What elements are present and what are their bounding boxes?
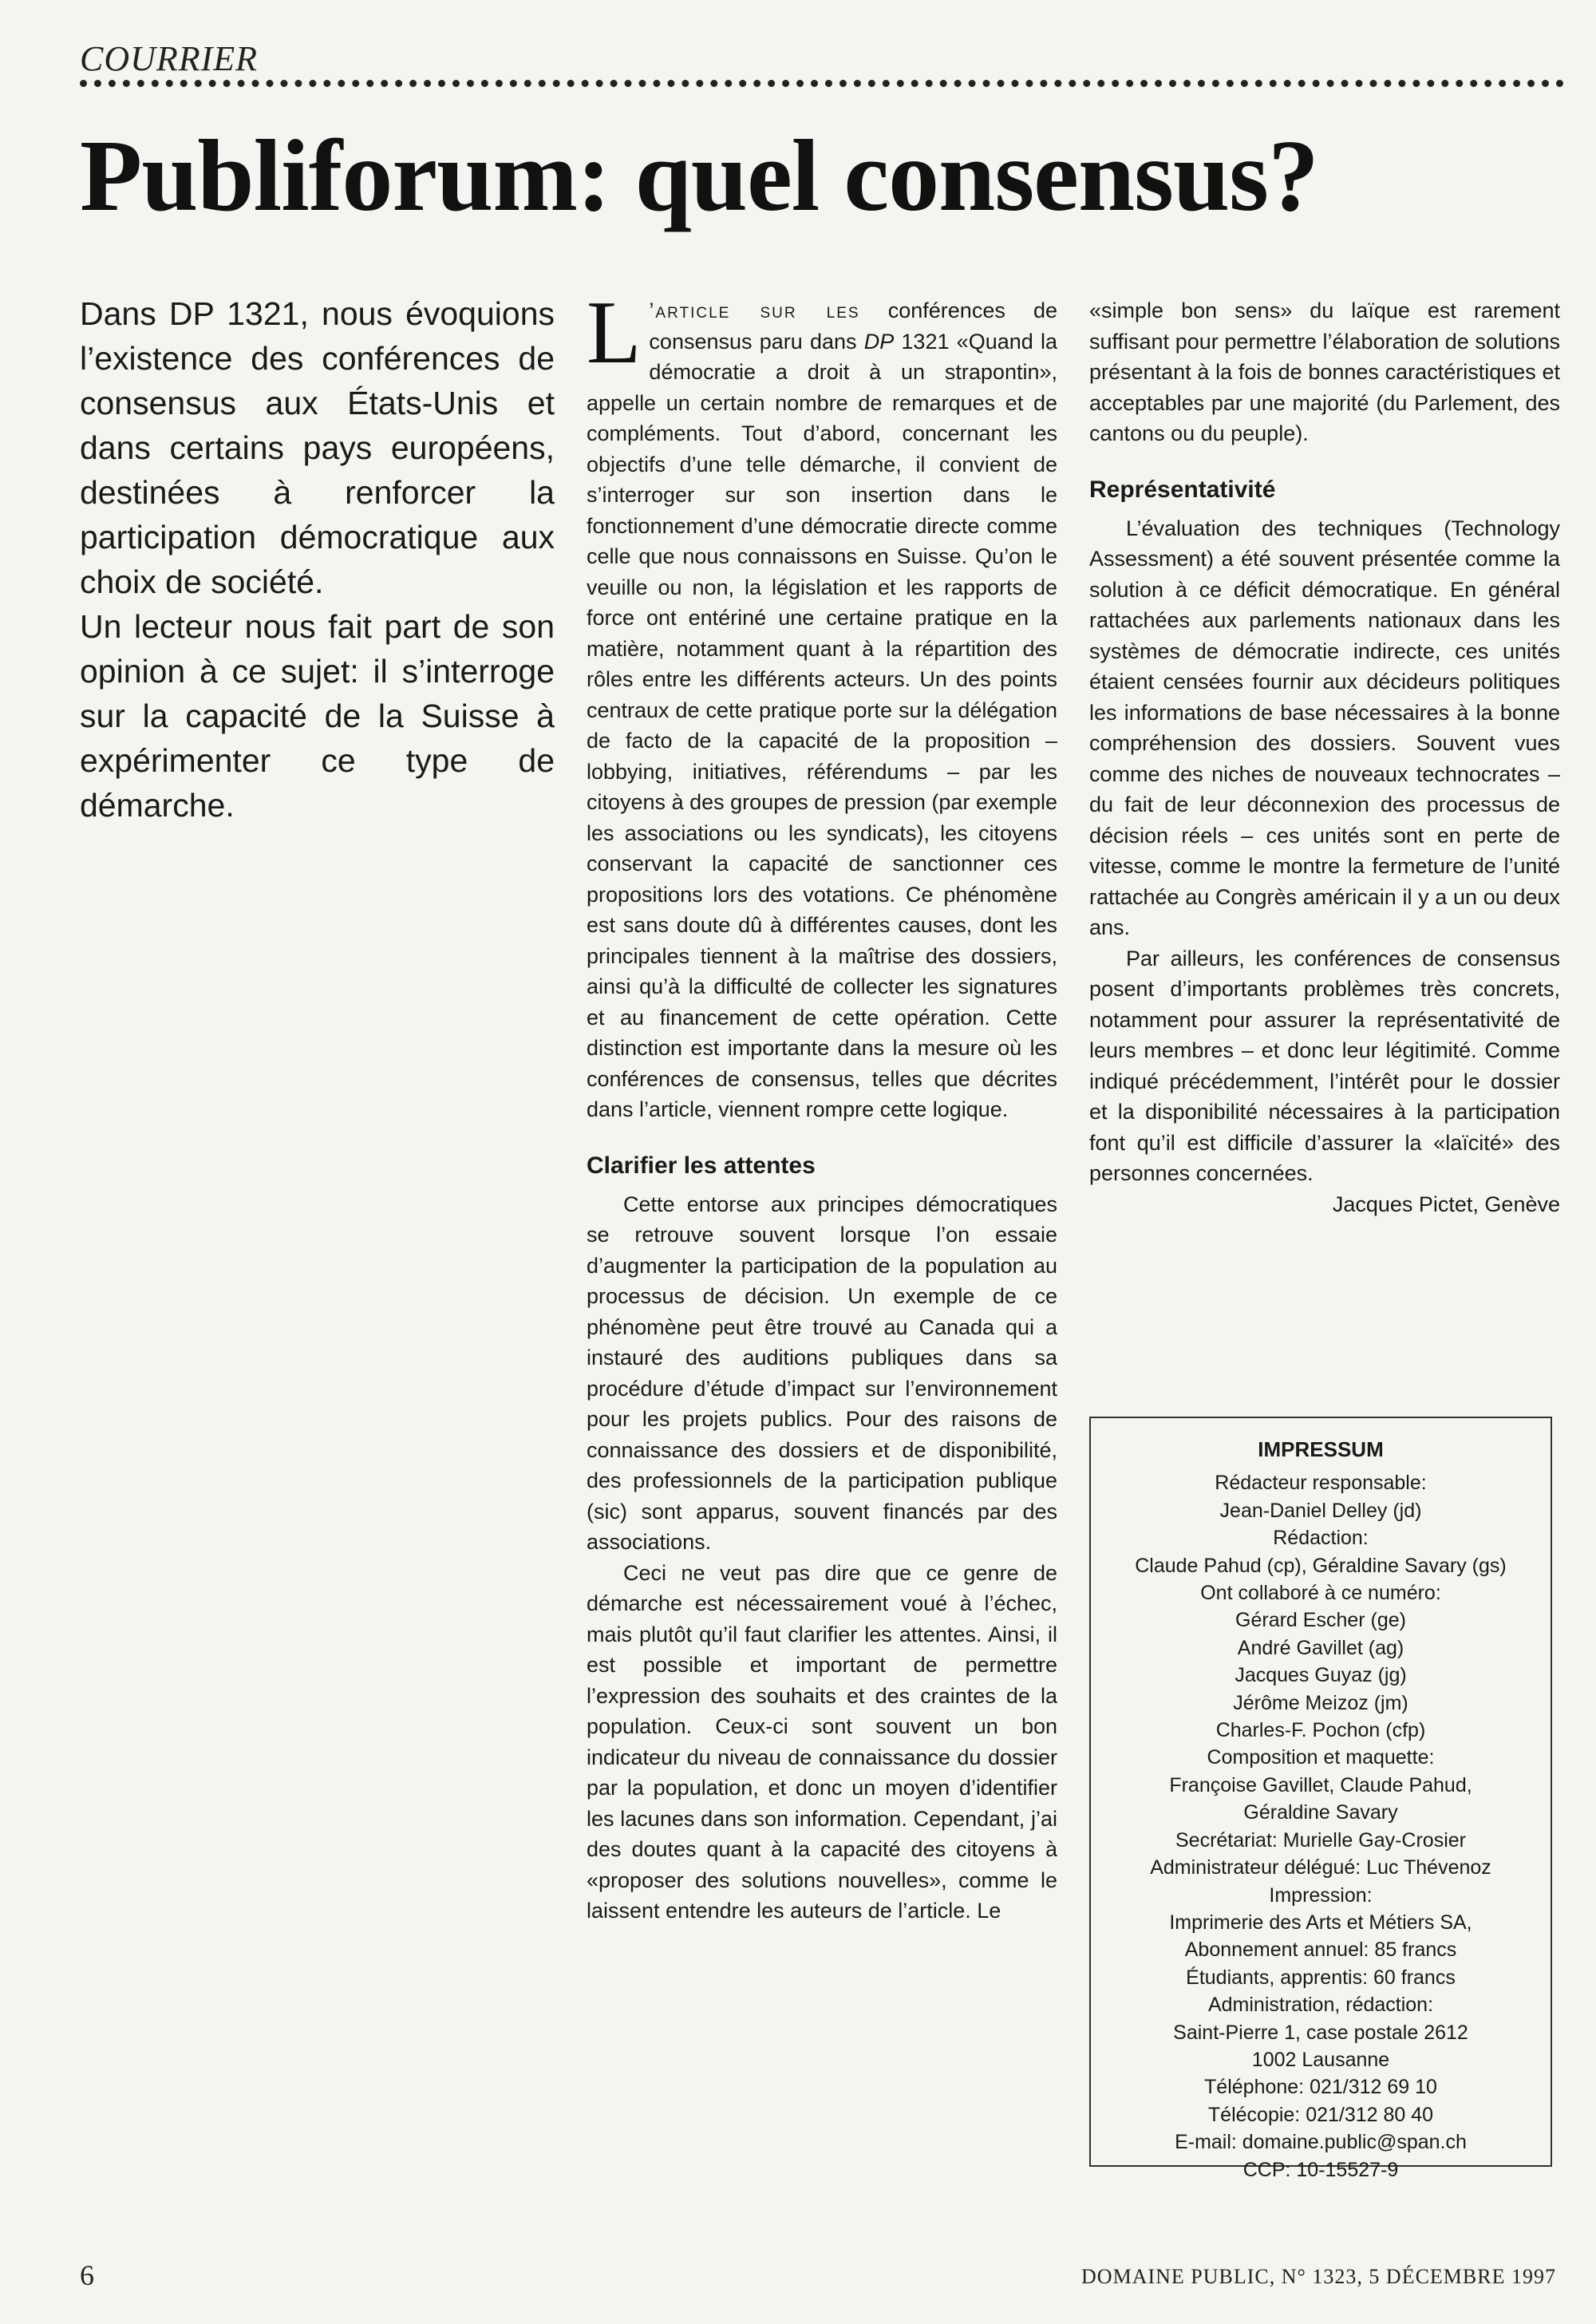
impressum-line: Géraldine Savary — [1243, 1801, 1398, 1824]
article-paragraph-5: Par ailleurs, les conférences de consensus posent d’importants problèmes très concrets, notamment pour assurer la représentativité de leurs membres – et donc leur légitimité. Comme indiqué précédemment, l’intérêt pour le dossier et la disponibilité nécessaires à la participation font qu’il est difficile d’assurer la «laïcité» des personnes concernées. — [1089, 946, 1560, 1185]
impressum-line: Jacques Guyaz (jg) — [1235, 1664, 1407, 1687]
paragraph-1-body: 1321 «Quand la démocratie a droit à un strapontin», appelle un certain nombre de remarques et de compléments. Tout d’abord, concernant les objectifs d’une telle démarche, il convient de s’interroger sur son insertion dans le fonctionnement d’une démocratie directe comme celle que nous connaissons en Suisse. Qu’on le veuille ou non, la législation et les rapports de force ont entériné une certaine pratique en la matière, notamment quant à la répartition des rôles entre les différents acteurs. Un des points centraux de cette pratique porte sur la délégation de facto de la capacité de la proposition – lobbying, initiatives, référendums – par les citoyens à des groupes de pression (par exemple les associations ou les syndicats), les citoyens conservant la capacité de sanctionner ces propositions lors des votations. Ce phénomène est sans doute dû à différentes causes, dont les principales tiennent à la maîtrise des dossiers, ainsi qu’à la difficulté de collecter les signatures et au financement de cette opération. Cette distinction est importante dans la mesure où les conférences de consensus, telles que décrites dans l’article, viennent rompre cette logique. — [587, 329, 1057, 1121]
impressum-line: Gérard Escher (ge) — [1235, 1609, 1406, 1632]
impressum-line: Impression: — [1269, 1883, 1373, 1907]
impressum-line: Jean-Daniel Delley (jd) — [1219, 1499, 1422, 1522]
impressum-line: Jérôme Meizoz (jm) — [1233, 1691, 1408, 1714]
impressum-line: Claude Pahud (cp), Géraldine Savary (gs) — [1135, 1554, 1507, 1577]
impressum-line: CCP: 10-15527-9 — [1242, 2158, 1399, 2181]
impressum-box — [1089, 1417, 1552, 2181]
impressum-line: Secrétariat: Murielle Gay-Crosier — [1175, 1828, 1466, 1852]
impressum-line: Administrateur délégué: Luc Thévenoz — [1150, 1856, 1491, 1879]
impressum-line: Imprimerie des Arts et Métiers SA, — [1169, 1911, 1472, 1934]
subhead-representativite: Représentativité — [1089, 476, 1276, 503]
impressum-line: Administration, rédaction: — [1207, 1994, 1434, 2017]
impressum-line: Charles-F. Pochon (cfp) — [1215, 1719, 1426, 1742]
article-paragraph-1 — [587, 283, 1057, 1125]
article-column-middle — [587, 283, 1057, 1927]
issue-line: DOMAINE PUBLIC, N° 1323, 5 DÉCEMBRE 1997 — [1081, 2265, 1556, 2288]
article-headline: Publiforum: quel consensus? — [80, 119, 1318, 232]
lead-paragraph-2: Un lecteur nous fait part de son opinion à ce sujet: il s’interroge sur la capacité de la Suisse à expérimenter ce type de démarche. — [80, 608, 555, 824]
author-signature: Jacques Pictet, Genève — [1332, 1192, 1560, 1216]
impressum-line: Saint-Pierre 1, case postale 2612 — [1173, 2021, 1468, 2044]
impressum-line: Téléphone: 021/312 69 10 — [1204, 2076, 1437, 2099]
impressum-line: Rédaction: — [1273, 1527, 1369, 1550]
impressum-lines — [1099, 1469, 1543, 2184]
impressum-line: Étudiants, apprentis: 60 francs — [1186, 1966, 1456, 1989]
article-paragraph-4: L’évaluation des techniques (Technology Assessment) a été souvent présentée comme la solution à ce déficit démocratique. En général rattachées aux parlements nationaux dans les systèmes de démocratie indirecte, ces unités étaient censées fournir aux décideurs politiques les informations de base nécessaires à la bonne compréhension des dossiers. Souvent vues comme des niches de nouveaux technocrates – du fait de leur déconnexion des processus de décision réels – ces unités sont en perte de vitesse, comme le montre la fermeture de l’unité rattachée au Congrès américain il y a un ou deux ans. — [1089, 516, 1560, 939]
article-paragraph-3-continued: «simple bon sens» du laïque est rarement suffisant pour permettre l’élaboration de solutions présentant à la fois de bonnes caractéristiques et acceptables par une majorité (du Parlement, des cantons ou du peuple). — [1089, 298, 1560, 445]
impressum-line: Rédacteur responsable: — [1215, 1472, 1427, 1495]
lead-paragraph-1: Dans DP 1321, nous évoquions l’existence des conférences de consensus aux États-Unis et dans certains pays européens, destinées à renforcer la participation démocratique aux choix de société. — [80, 295, 555, 600]
impressum-line: Télécopie: 021/312 80 40 — [1207, 2103, 1434, 2126]
impressum-line: André Gavillet (ag) — [1237, 1636, 1404, 1659]
article-column-right — [1089, 295, 1560, 1219]
impressum-line: Composition et maquette: — [1207, 1746, 1435, 1769]
impressum-line: Françoise Gavillet, Claude Pahud, — [1169, 1773, 1472, 1796]
subhead-clarifier: Clarifier les attentes — [587, 1152, 816, 1179]
lead-intro — [80, 291, 555, 828]
page-number: 6 — [80, 2259, 94, 2291]
opening-smallcaps: ’article sur les — [649, 298, 860, 322]
impressum-title: IMPRESSUM — [1258, 1437, 1384, 1461]
section-label: COURRIER — [80, 39, 259, 78]
impressum-line: 1002 Lausanne — [1251, 2048, 1390, 2071]
article-paragraph-3: Ceci ne veut pas dire que ce genre de démarche est nécessairement voué à l’échec, mais plutôt qu’il faut clarifier les attentes. Ainsi, il est possible et important de permettre l’expression des souhaits et des craintes de la population. Ceux-ci sont souvent un bon indicateur du niveau de connaissance du dossier par la population, et donc un moyen d’identifier les lacunes dans son information. Cependant, j’ai des doutes quant à la capacité des citoyens à «proposer des solutions nouvelles», comme le laissent entendre les auteurs de l’article. Le — [587, 1560, 1057, 1923]
impressum-line: E-mail: domaine.public@span.ch — [1175, 2131, 1467, 2154]
dp-reference: DP — [863, 329, 895, 354]
opening-text: conférences de consensus paru dans — [649, 298, 1057, 354]
impressum-line: Abonnement annuel: 85 francs — [1184, 1939, 1457, 1962]
dotted-rule — [80, 80, 1564, 87]
drop-cap: L — [587, 283, 642, 382]
article-paragraph-2: Cette entorse aux principes démocratiques se retrouve souvent lorsque l’on essaie d’augmenter la participation de la population au processus de décision. Un exemple de ce phénomène peut être trouvé au Canada qui a instauré des auditions publiques dans sa procédure d’étude d’impact sur l’environnement pour les projets publics. Pour des raisons de connaissance des dossiers et de disponibilité, des professionnels de la participation publique (sic) sont apparus, souvent financés par des associations. — [587, 1192, 1057, 1554]
impressum-line: Ont collaboré à ce numéro: — [1200, 1582, 1441, 1605]
